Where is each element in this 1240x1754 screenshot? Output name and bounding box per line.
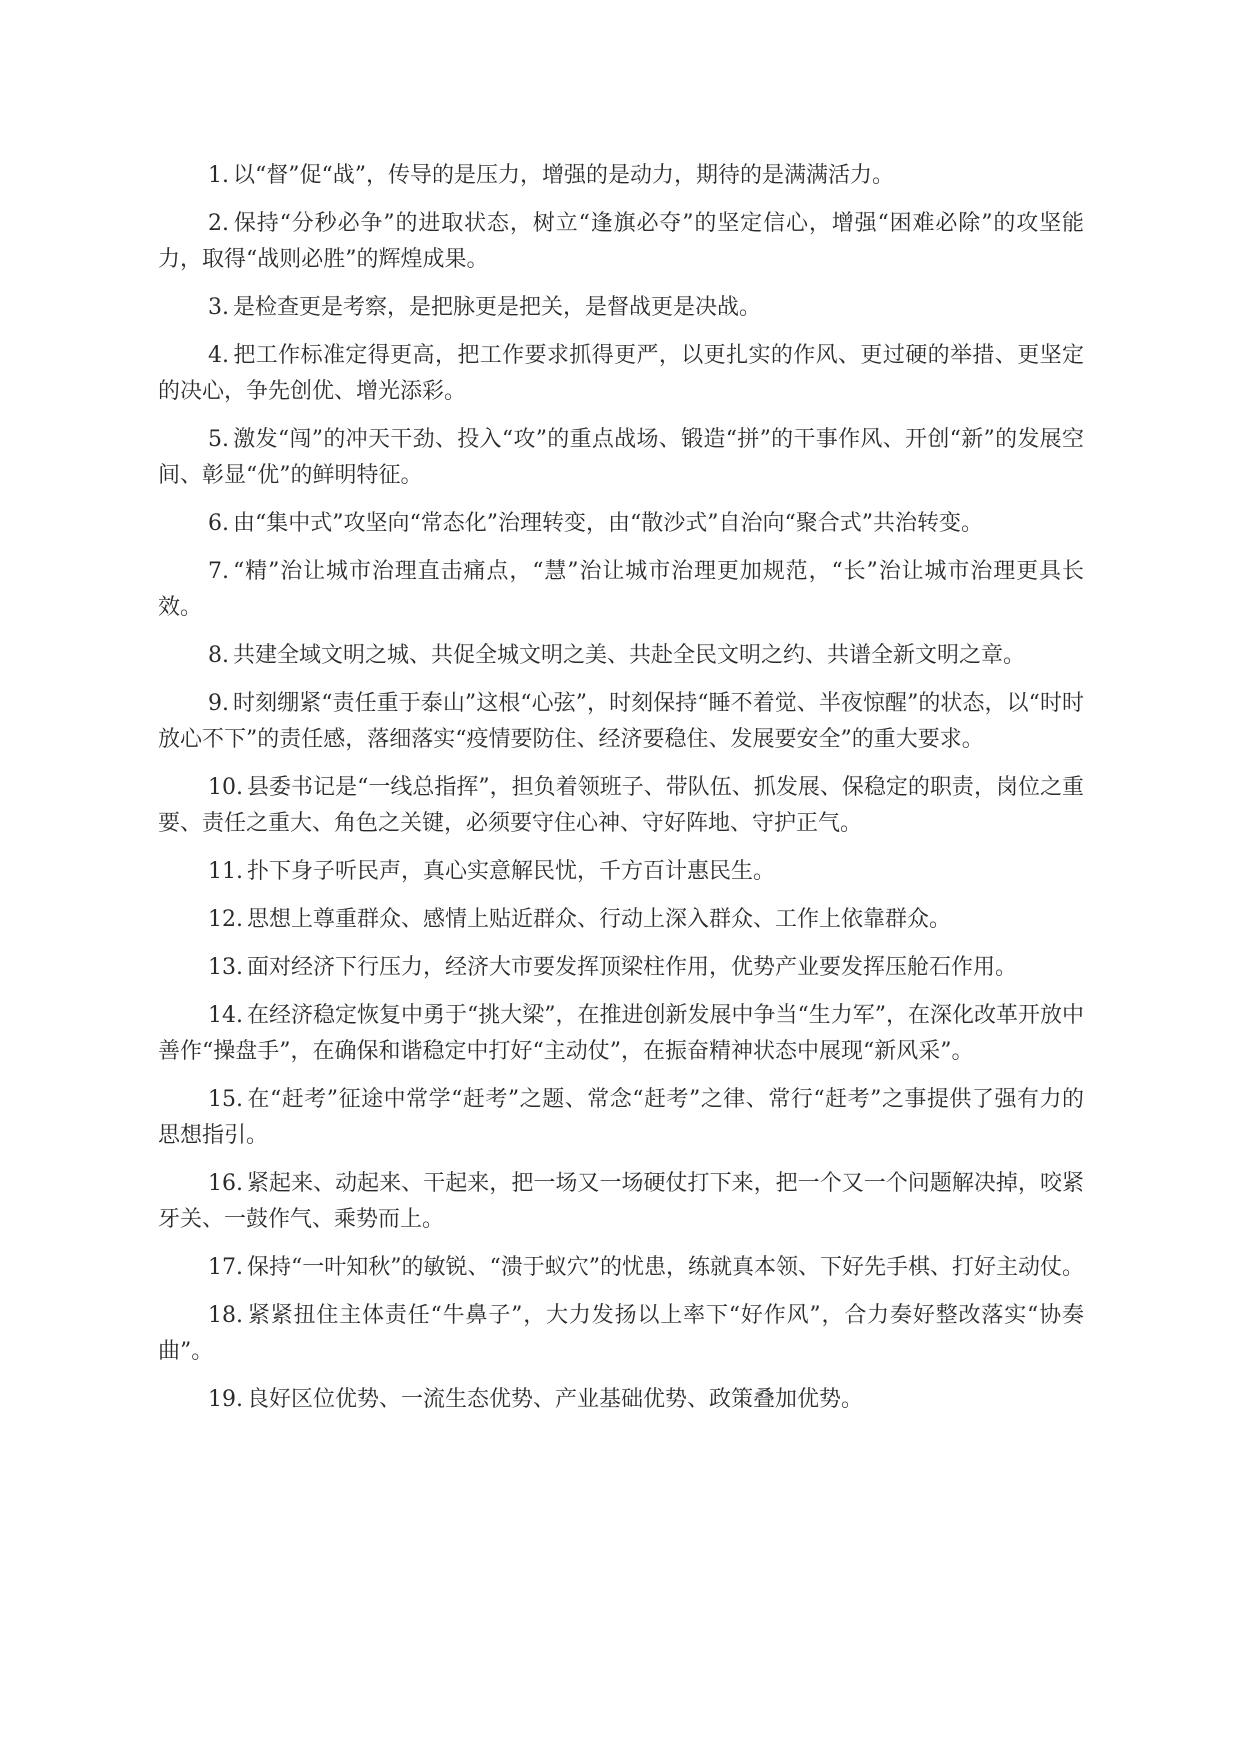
list-item — [158, 422, 1084, 494]
item-number: 8. — [208, 643, 229, 668]
item-text: 是检查更是考察，是把脉更是把关，是督战更是决战。 — [233, 295, 762, 320]
list-item — [158, 686, 1084, 758]
item-text: 保持“一叶知秋”的敏锐、“溃于蚁穴”的忧患，练就真本领、下好先手棋、打好主动仗。 — [247, 1255, 1084, 1280]
item-text: 面对经济下行压力，经济大市要发挥顶梁柱作用，优势产业要发挥压舱石作用。 — [247, 955, 1018, 980]
item-number: 16. — [208, 1171, 243, 1196]
item-number: 2. — [208, 211, 229, 236]
item-text: 思想上尊重群众、感情上贴近群众、行动上深入群众、工作上依靠群众。 — [247, 907, 952, 932]
item-text: 扑下身子听民声，真心实意解民忧，千方百计惠民生。 — [247, 859, 776, 884]
item-number: 6. — [208, 511, 229, 536]
item-text: 在“赶考”征途中常学“赶考”之题、常念“赶考”之律、常行“赶考”之事提供了强有力的思想指引。 — [158, 1087, 1084, 1148]
list-item — [158, 638, 1084, 674]
item-text: 在经济稳定恢复中勇于“挑大梁”，在推进创新发展中争当“生力军”，在深化改革开放中善作“操盘手”，在确保和谐稳定中打好“主动仗”，在振奋精神状态中展现“新风采”。 — [158, 1003, 1084, 1064]
list-item — [158, 1382, 1084, 1418]
list-item — [158, 950, 1084, 986]
list-item — [158, 338, 1084, 410]
item-number: 15. — [208, 1087, 243, 1112]
item-number: 5. — [208, 427, 229, 452]
item-number: 10. — [208, 775, 243, 800]
item-number: 18. — [208, 1303, 243, 1328]
list-item — [158, 206, 1084, 278]
item-number: 3. — [208, 295, 229, 320]
item-number: 4. — [208, 343, 229, 368]
list-item — [158, 1082, 1084, 1154]
list-item — [158, 290, 1084, 326]
list-item — [158, 158, 1084, 194]
item-text: 紧紧扭住主体责任“牛鼻子”，大力发扬以上率下“好作风”，合力奏好整改落实“协奏曲”。 — [158, 1303, 1084, 1364]
item-text: 良好区位优势、一流生态优势、产业基础优势、政策叠加优势。 — [247, 1387, 864, 1412]
item-text: 保持“分秒必争”的进取状态，树立“逢旗必夺”的坚定信心，增强“困难必除”的攻坚能力，取得“战则必胜”的辉煌成果。 — [158, 211, 1084, 272]
list-item — [158, 506, 1084, 542]
list-item — [158, 1250, 1084, 1286]
item-text: “精”治让城市治理直击痛点，“慧”治让城市治理更加规范，“长”治让城市治理更具长效。 — [158, 559, 1084, 620]
item-text: 紧起来、动起来、干起来，把一场又一场硬仗打下来，把一个又一个问题解决掉，咬紧牙关、一鼓作气、乘势而上。 — [158, 1171, 1084, 1232]
item-number: 13. — [208, 955, 243, 980]
item-number: 11. — [208, 859, 243, 884]
list-item — [158, 770, 1084, 842]
item-text: 以“督”促“战”，传导的是压力，增强的是动力，期待的是满满活力。 — [233, 163, 894, 188]
item-text: 把工作标准定得更高，把工作要求抓得更严，以更扎实的作风、更过硬的举措、更坚定的决心，争先创优、增光添彩。 — [158, 343, 1084, 404]
item-number: 14. — [208, 1003, 243, 1028]
list-item — [158, 902, 1084, 938]
item-number: 1. — [208, 163, 229, 188]
item-text: 激发“闯”的冲天干劲、投入“攻”的重点战场、锻造“拼”的干事作风、开创“新”的发展空间、彰显“优”的鲜明特征。 — [158, 427, 1084, 488]
item-number: 9. — [208, 691, 229, 716]
item-text: 县委书记是“一线总指挥”，担负着领班子、带队伍、抓发展、保稳定的职责，岗位之重要、责任之重大、角色之关键，必须要守住心神、守好阵地、守护正气。 — [158, 775, 1084, 836]
list-item — [158, 1298, 1084, 1370]
document-body — [158, 158, 1084, 1430]
item-number: 19. — [208, 1387, 243, 1412]
item-number: 7. — [208, 559, 229, 584]
item-number: 17. — [208, 1255, 243, 1280]
list-item — [158, 998, 1084, 1070]
item-text: 由“集中式”攻坚向“常态化”治理转变，由“散沙式”自治向“聚合式”共治转变。 — [233, 511, 983, 536]
list-item — [158, 554, 1084, 626]
item-text: 共建全域文明之城、共促全城文明之美、共赴全民文明之约、共谱全新文明之章。 — [233, 643, 1026, 668]
item-text: 时刻绷紧“责任重于泰山”这根“心弦”，时刻保持“睡不着觉、半夜惊醒”的状态，以“时时放心不下”的责任感，落细落实“疫情要防住、经济要稳住、发展要安全”的重大要求。 — [158, 691, 1084, 752]
item-number: 12. — [208, 907, 243, 932]
list-item — [158, 854, 1084, 890]
list-item — [158, 1166, 1084, 1238]
